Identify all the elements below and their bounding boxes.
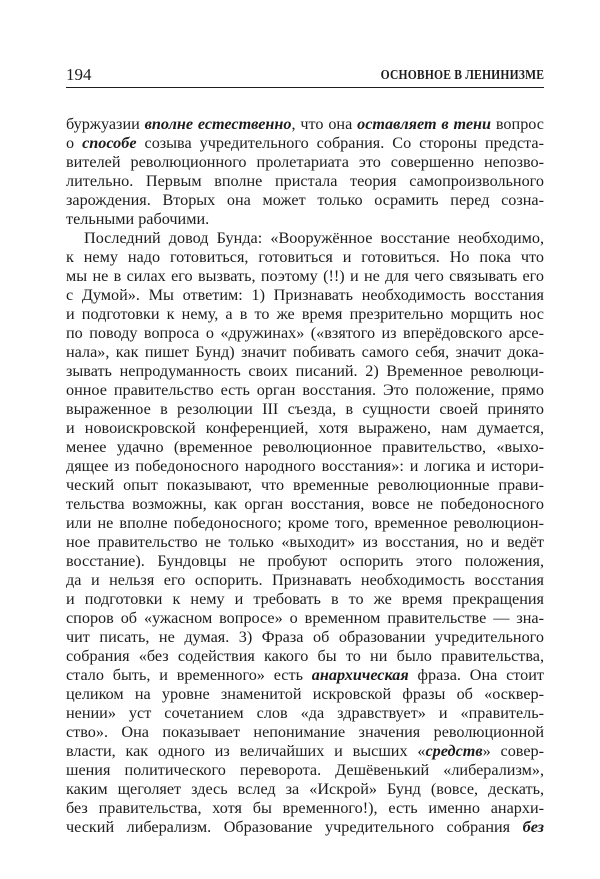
text-line	[66, 343, 544, 362]
text-run: ство». Она показывает непонимание значения революционной	[66, 723, 544, 741]
text-line	[66, 818, 544, 837]
text-line	[66, 552, 544, 571]
emphasis-text: без	[522, 818, 544, 836]
emphasis-text: вполне естественно	[144, 115, 292, 133]
text-run: вителей революционного пролетариата это совершенно непозво-	[66, 153, 544, 171]
text-run: власти, как одного из величайших и высших «	[66, 742, 426, 760]
text-line	[66, 780, 544, 799]
text-line	[66, 476, 544, 495]
text-run: онное правительство есть орган восстания. Это положение, прямо	[66, 381, 544, 399]
text-line	[66, 685, 544, 704]
text-run: буржуазии	[66, 115, 145, 133]
text-line	[66, 628, 544, 647]
text-run: менее удачно (временное революционное правительство, «выхо-	[66, 438, 544, 456]
text-line	[66, 210, 544, 229]
text-run: собрания «без содействия какого бы то ни было правительства,	[66, 647, 544, 665]
text-line	[66, 305, 544, 324]
text-run: о	[66, 134, 83, 152]
text-line	[66, 666, 544, 685]
body-text	[66, 115, 544, 837]
text-line	[66, 799, 544, 818]
text-run: вопрос	[491, 115, 544, 133]
text-run: Последний довод Бунда: «Вооружённое восстание необходимо,	[84, 229, 544, 247]
text-line	[66, 248, 544, 267]
text-run: восстание). Бундовцы не пробуют оспорить этого положения,	[66, 552, 544, 570]
text-line	[66, 134, 544, 153]
text-run: без правительства, хотя бы временного!), есть именно анархи-	[66, 799, 544, 817]
text-line	[66, 191, 544, 210]
text-line	[66, 438, 544, 457]
text-run: » совер-	[482, 742, 545, 760]
text-run: и новоискровской конференцией, хотя выражено, нам думается,	[66, 419, 544, 437]
text-run: ческий опыт показывают, что временные революционные прави-	[66, 476, 544, 494]
text-run: стало быть, и временного» есть	[66, 666, 312, 684]
text-line	[66, 495, 544, 514]
text-line	[66, 457, 544, 476]
text-line	[66, 400, 544, 419]
text-run: фраза. Она стоит	[408, 666, 544, 684]
text-run: споров об «ужасном вопросе» о временном правительстве — зна-	[66, 609, 544, 627]
text-line	[66, 571, 544, 590]
text-run: нала», как пишет Бунд) значит побивать самого себя, значит дока-	[66, 343, 544, 361]
text-run: мы не в силах его вызвать, поэтому (!!) и не для чего связывать его	[66, 267, 544, 285]
text-line	[66, 229, 544, 248]
text-line	[66, 647, 544, 666]
header-rule	[66, 87, 544, 88]
emphasis-text: оставляет в тени	[357, 115, 492, 133]
text-run: к нему надо готовиться, готовиться и готовиться. Но пока что	[66, 248, 544, 266]
emphasis-text: анархическая	[311, 666, 409, 684]
text-line	[66, 286, 544, 305]
text-run: зарождения. Вторых она может только осрамить перед сознa-	[66, 191, 544, 209]
text-run: с Думой». Мы ответим: 1) Признавать необходимость восстания	[66, 286, 544, 304]
text-line	[66, 419, 544, 438]
text-line	[66, 609, 544, 628]
text-run: нении» уст сочетанием слов «да здравствует» и «правитель-	[66, 704, 544, 722]
text-run: и подготовки к нему, а в то же время презрительно морщить нос	[66, 305, 544, 323]
text-run: созыва учредительного собрания. Со стороны предста-	[136, 134, 545, 152]
text-run: выраженное в резолюции III съезда, в сущности своей принято	[66, 400, 544, 418]
text-line	[66, 533, 544, 552]
text-run: лительно. Первым вполне пристала теория самопроизвольного	[66, 172, 544, 190]
text-run: , что она	[291, 115, 358, 133]
text-line	[66, 362, 544, 381]
text-line	[66, 324, 544, 343]
text-run: чит писать, не думая. 3) Фраза об образовании учредительного	[66, 628, 544, 646]
text-line	[66, 704, 544, 723]
text-run: и подготовки к нему и требовать в то же время прекращения	[66, 590, 544, 608]
text-line	[66, 742, 544, 761]
text-run: каким щеголяет здесь вслед за «Искрой» Бунд (вовсе, дескать,	[66, 780, 544, 798]
page-number: 194	[66, 65, 92, 84]
page-header	[66, 64, 544, 86]
text-run: зывать непродуманность своих писаний. 2) Временное революци-	[66, 362, 544, 380]
text-line	[66, 761, 544, 780]
text-run: да и нельзя его оспорить. Признавать необходимость восстания	[66, 571, 544, 589]
text-run: целиком на уровне знаменитой искровской фразы об «осквер-	[66, 685, 544, 703]
text-line	[66, 514, 544, 533]
text-run: шения политического переворота. Дешёвенький «либерализм»,	[66, 761, 544, 779]
text-line	[66, 153, 544, 172]
text-line	[66, 590, 544, 609]
text-line	[66, 172, 544, 191]
text-line	[66, 115, 544, 134]
text-line	[66, 267, 544, 286]
text-run: ное правительство не только «выходит» из восстания, но и ведёт	[66, 533, 544, 551]
text-run: дящее из победоносного народного восстания»: и логика и истори-	[66, 457, 544, 475]
text-line	[66, 381, 544, 400]
text-run: тельными рабочими.	[66, 210, 210, 228]
text-run: или не вполне победоносного; кроме того, временное революцион-	[66, 514, 544, 532]
text-line	[66, 723, 544, 742]
running-title: ОСНОВНОЕ В ЛЕНИНИЗМЕ	[380, 67, 544, 82]
text-run: по поводу вопроса о «дружинах» («взятого из вперёдовского арсе-	[66, 324, 544, 342]
text-run: тельства возможны, как орган восстания, вовсе не победоносного	[66, 495, 544, 513]
emphasis-text: способе	[82, 134, 137, 152]
emphasis-text: средств	[425, 742, 483, 760]
text-run: ческий либерализм. Образование учредительного собрания	[66, 818, 523, 836]
